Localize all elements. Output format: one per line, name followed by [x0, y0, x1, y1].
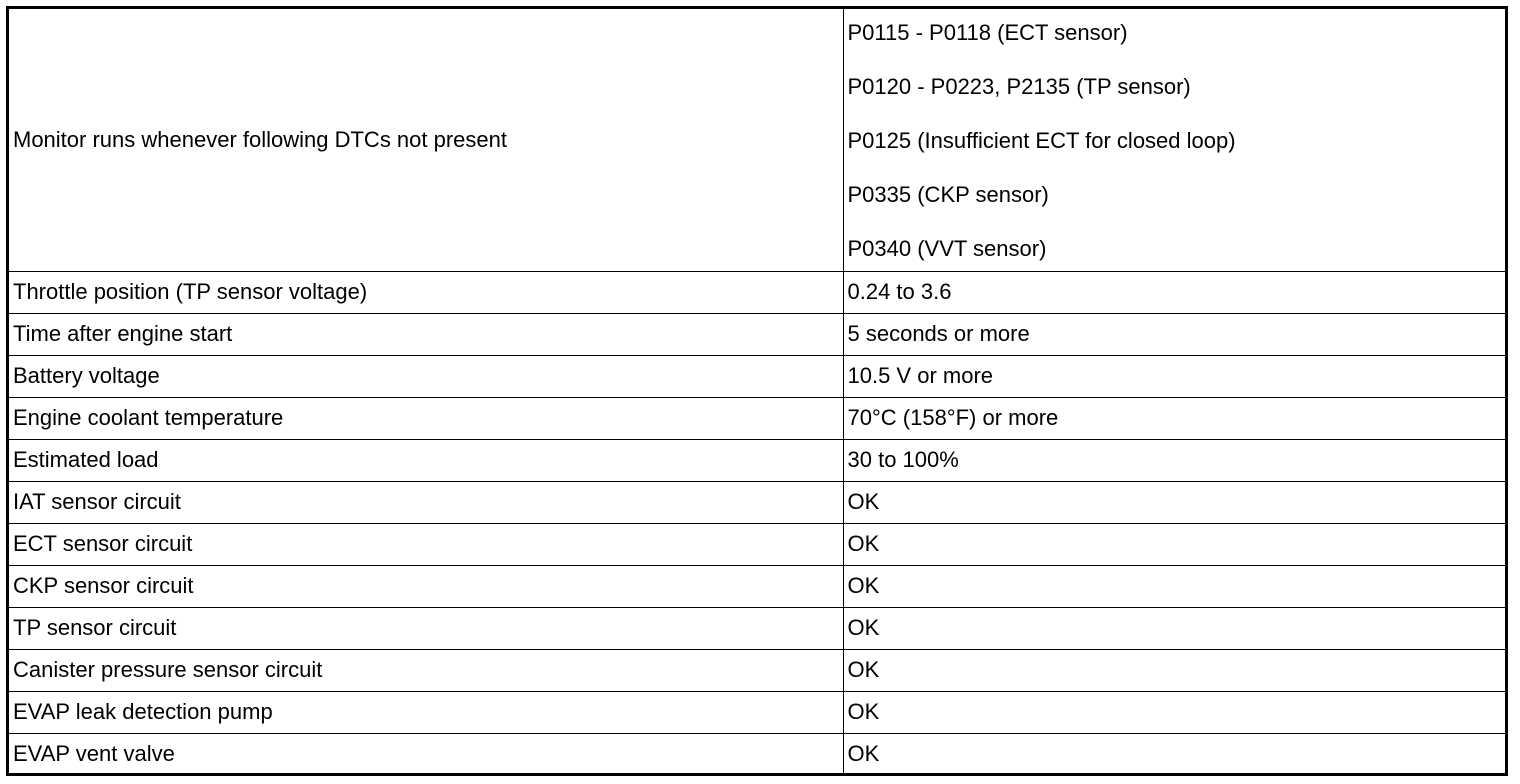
condition-cell: EVAP leak detection pump [9, 691, 843, 733]
value-cell: OK [843, 523, 1505, 565]
condition-cell: Throttle position (TP sensor voltage) [9, 271, 843, 313]
conditions-table-frame [6, 6, 1508, 776]
table-row [9, 313, 1505, 355]
condition-cell: ECT sensor circuit [9, 523, 843, 565]
condition-cell: Engine coolant temperature [9, 397, 843, 439]
value-cell: OK [843, 607, 1505, 649]
dtc-item: P0120 - P0223, P2135 (TP sensor) [847, 73, 1191, 99]
value-cell: 30 to 100% [843, 439, 1505, 481]
value-cell: OK [843, 565, 1505, 607]
condition-cell: Canister pressure sensor circuit [9, 649, 843, 691]
condition-cell: Battery voltage [9, 355, 843, 397]
dtc-list-cell [843, 9, 1505, 271]
table-row [9, 691, 1505, 733]
value-cell: 70°C (158°F) or more [843, 397, 1505, 439]
dtc-item: P0115 - P0118 (ECT sensor) [847, 19, 1128, 45]
condition-cell: CKP sensor circuit [9, 565, 843, 607]
table-row [9, 523, 1505, 565]
table-row [9, 481, 1505, 523]
table-row [9, 733, 1505, 775]
dtc-item: P0335 (CKP sensor) [847, 181, 1049, 207]
value-cell: OK [843, 733, 1505, 775]
dtc-item: P0125 (Insufficient ECT for closed loop) [847, 127, 1236, 153]
table-row [9, 607, 1505, 649]
condition-cell: Estimated load [9, 439, 843, 481]
table-row [9, 9, 1505, 271]
table-row [9, 649, 1505, 691]
condition-cell: IAT sensor circuit [9, 481, 843, 523]
conditions-table [9, 9, 1505, 775]
table-row [9, 271, 1505, 313]
condition-cell: TP sensor circuit [9, 607, 843, 649]
value-cell: 5 seconds or more [843, 313, 1505, 355]
value-cell: OK [843, 691, 1505, 733]
condition-cell: EVAP vent valve [9, 733, 843, 775]
value-cell: 10.5 V or more [843, 355, 1505, 397]
table-row [9, 397, 1505, 439]
conditions-table-body [9, 9, 1505, 775]
dtc-list [848, 19, 1506, 261]
value-cell: 0.24 to 3.6 [843, 271, 1505, 313]
value-cell: OK [843, 481, 1505, 523]
table-row [9, 355, 1505, 397]
table-row [9, 565, 1505, 607]
condition-cell: Time after engine start [9, 313, 843, 355]
value-cell: OK [843, 649, 1505, 691]
condition-cell: Monitor runs whenever following DTCs not present [9, 9, 843, 271]
dtc-item: P0340 (VVT sensor) [847, 235, 1047, 261]
table-row [9, 439, 1505, 481]
